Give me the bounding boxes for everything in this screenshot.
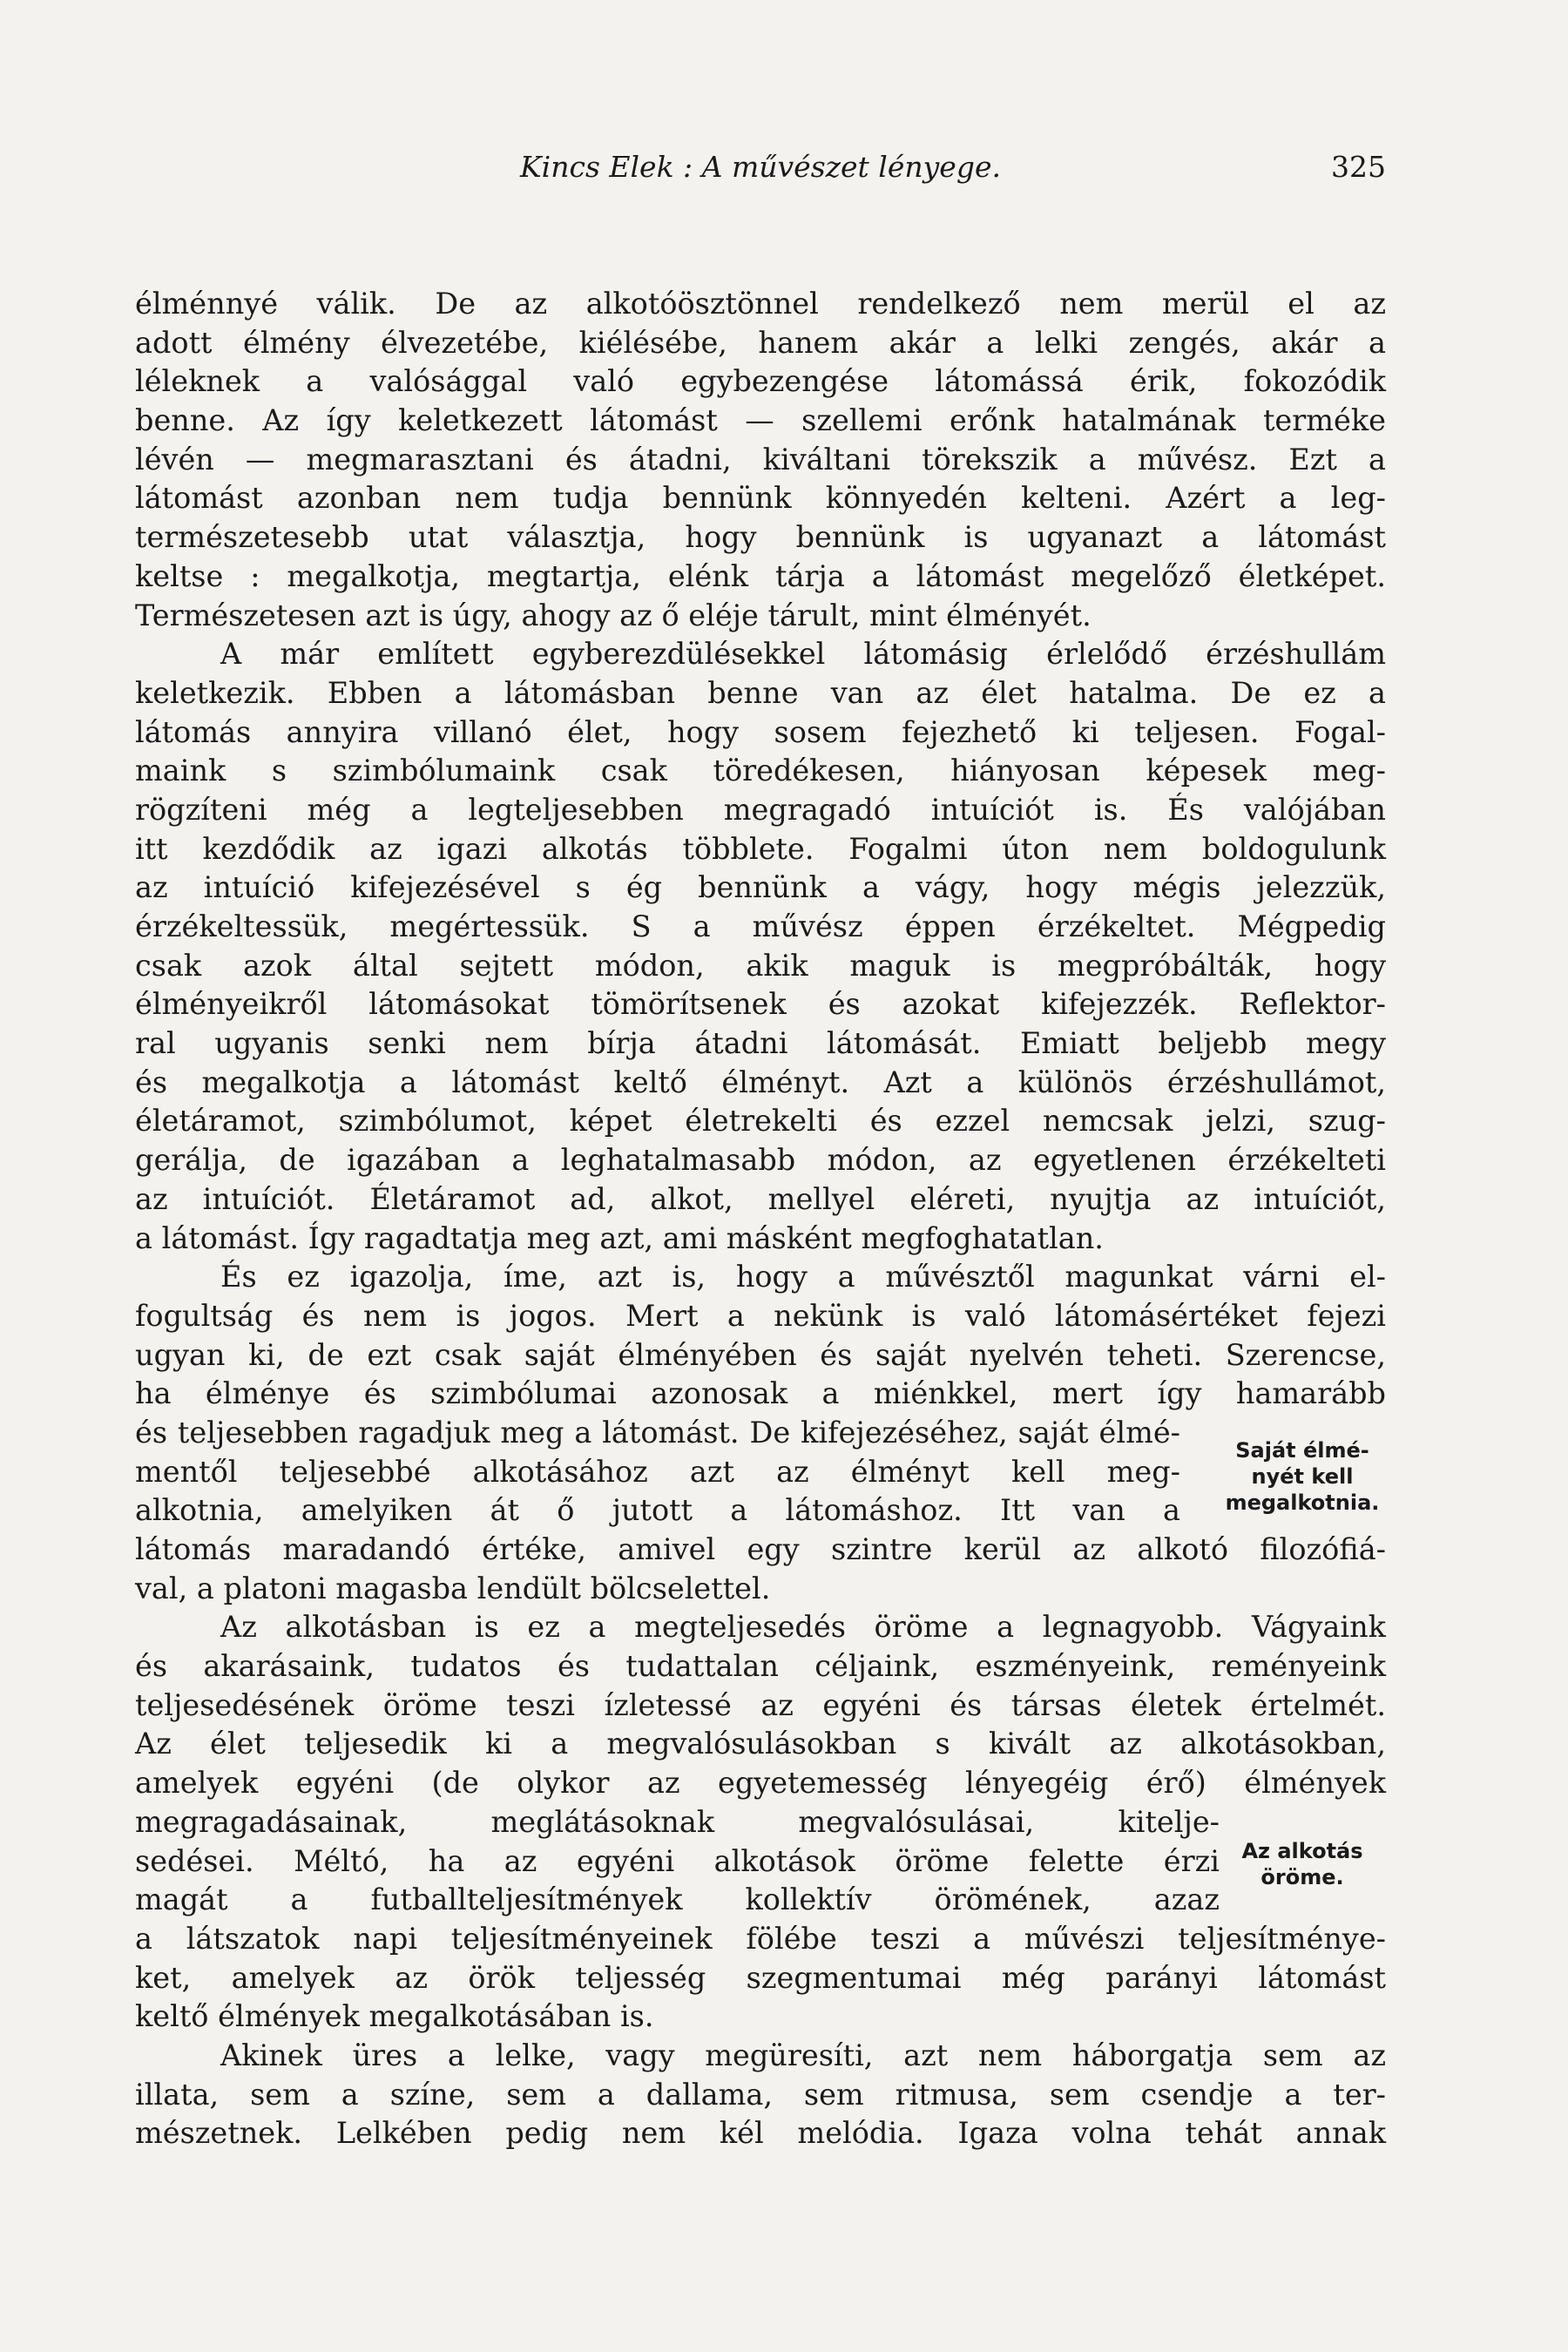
text-line: látomás maradandó értéke, amivel egy szintre kerül az alkotó filozófiá- xyxy=(135,1532,1386,1566)
text-line: maink s szimbólumaink csak töredékesen, hiányosan képesek meg- xyxy=(135,754,1386,788)
text-line: ha élménye és szimbólumai azonosak a miénkkel, mert így hamarább xyxy=(135,1376,1386,1411)
margin-note-line: öröme. xyxy=(1260,1865,1344,1889)
text-line: amelyek egyéni (de olykor az egyetemesség lényegéig érő) élmények xyxy=(135,1766,1386,1801)
text-line: csak azok által sejtett módon, akik maguk is megpróbálták, hogy xyxy=(135,948,1386,983)
running-header xyxy=(135,150,1386,193)
margin-note-line: megalkotnia. xyxy=(1225,1490,1380,1515)
text-line: keltse : megalkotja, megtartja, elénk tárja a látomást megelőző életképet. xyxy=(135,558,1386,593)
text-line: teljesedésének öröme teszi ízletessé az egyéni és társas életek értelmét. xyxy=(135,1687,1386,1722)
text-line: élményeikről látomásokat tömörítsenek és azokat kifejezzék. Reflektor- xyxy=(135,987,1386,1022)
text-line: lévén — megmarasztani és átadni, kiváltani törekszik a művész. Ezt a xyxy=(135,442,1386,476)
page-number: 325 xyxy=(1331,150,1386,184)
text-line: természetesebb utat választja, hogy bennünk is ugyanazt a látomást xyxy=(135,520,1386,555)
text-line: és megalkotja a látomást keltő élményt. Azt a különös érzéshullámot, xyxy=(135,1064,1386,1099)
text-line: A már említett egyberezdülésekkel látomásig érlelődő érzéshullám xyxy=(220,637,1386,672)
text-line: És ez igazolja, íme, azt is, hogy a művésztől magunkat várni el- xyxy=(220,1260,1386,1294)
text-line: mészetnek. Lelkében pedig nem kél melódia. Igaza volna tehát annak xyxy=(135,2116,1386,2151)
margin-note-line: nyét kell xyxy=(1251,1464,1354,1489)
margin-note-own-experience xyxy=(1211,1437,1394,1516)
text-line: és akarásaink, tudatos és tudattalan céljaink, eszményeink, reményeink xyxy=(135,1649,1386,1684)
text-line: illata, sem a színe, sem a dallama, sem ritmusa, sem csendje a ter- xyxy=(135,2077,1386,2112)
text-line: látomást azonban nem tudja bennünk könnyedén kelteni. Azért a leg- xyxy=(135,481,1386,516)
text-line: a látomást. Így ragadtatja meg azt, ami másként megfoghatatlan. xyxy=(135,1220,1104,1255)
text-line: az intuíció kifejezésével s ég bennünk a vágy, hogy mégis jelezzük, xyxy=(135,870,1386,905)
margin-note-line: Az alkotás xyxy=(1241,1839,1363,1863)
text-line: alkotnia, amelyiken át ő jutott a látomáshoz. Itt van a xyxy=(135,1493,1180,1528)
text-line: élménnyé válik. De az alkotóösztönnel rendelkező nem merül el az xyxy=(135,287,1386,321)
text-line: léleknek a valósággal való egybezengése látomássá érik, fokozódik xyxy=(135,364,1386,399)
margin-note-line: Saját élmé- xyxy=(1235,1438,1369,1463)
text-line: a látszatok napi teljesítményeinek fölébe teszi a művészi teljesítménye- xyxy=(135,1921,1386,1956)
text-line: Az alkotásban is ez a megteljesedés öröme a legnagyobb. Vágyaink xyxy=(220,1610,1386,1645)
running-title: Kincs Elek : A művészet lényege. xyxy=(520,150,1001,184)
text-line: Természetesen azt is úgy, ahogy az ő eléje tárult, mint élményét. xyxy=(135,598,1092,632)
text-line: mentől teljesebbé alkotásához azt az élményt kell meg- xyxy=(135,1454,1180,1489)
text-line: Az élet teljesedik ki a megvalósulásokban s kivált az alkotásokban, xyxy=(135,1727,1386,1761)
text-line: fogultság és nem is jogos. Mert a nekünk is való látomásértéket fejezi xyxy=(135,1298,1386,1333)
text-line: látomás annyira villanó élet, hogy sosem fejezhető ki teljesen. Fogal- xyxy=(135,714,1386,749)
text-line: keletkezik. Ebben a látomásban benne van az élet hatalma. De ez a xyxy=(135,675,1386,710)
text-line: Akinek üres a lelke, vagy megüresíti, azt nem háborgatja sem az xyxy=(220,2038,1386,2072)
text-line: életáramot, szimbólumot, képet életrekelti és ezzel nemcsak jelzi, szug- xyxy=(135,1104,1386,1139)
text-line: gerálja, de igazában a leghatalmasabb módon, az egyetlenen érzékelteti xyxy=(135,1143,1386,1178)
text-line: benne. Az így keletkezett látomást — szellemi erőnk hatalmának terméke xyxy=(135,403,1386,438)
text-line: adott élmény élvezetébe, kiélésébe, hanem akár a lelki zengés, akár a xyxy=(135,325,1386,360)
text-line: itt kezdődik az igazi alkotás többlete. Fogalmi úton nem boldogulunk xyxy=(135,831,1386,866)
text-line: és teljesebben ragadjuk meg a látomást. De kifejezéséhez, saját élmé- xyxy=(135,1415,1180,1450)
text-line: rögzíteni még a legteljesebben megragadó intuíciót is. És valójában xyxy=(135,792,1386,827)
text-line: sedései. Méltó, ha az egyéni alkotások öröme felette érzi xyxy=(135,1843,1220,1878)
text-line: val, a platoni magasba lendült bölcselettel. xyxy=(135,1571,771,1605)
text-line: érzékeltessük, megértessük. S a művész éppen érzékeltet. Mégpedig xyxy=(135,909,1386,943)
text-line: ket, amelyek az örök teljesség szegmentumai még parányi látomást xyxy=(135,1960,1386,1995)
text-line: ral ugyanis senki nem bírja átadni látomását. Emiatt beljebb megy xyxy=(135,1026,1386,1061)
text-line: az intuíciót. Életáramot ad, alkot, mellyel eléreti, nyujtja az intuíciót, xyxy=(135,1181,1386,1216)
text-line: magát a futballteljesítmények kollektív örömének, azaz xyxy=(135,1882,1220,1917)
text-line: megragadásainak, meglátásoknak megvalósulásai, kitelje- xyxy=(135,1804,1220,1839)
body-text xyxy=(135,285,1386,2153)
text-line: keltő élmények megalkotásában is. xyxy=(135,1999,654,2034)
text-line: ugyan ki, de ezt csak saját élményében és saját nyelvén teheti. Szerencse, xyxy=(135,1337,1386,1372)
margin-note-joy-of-creation xyxy=(1211,1838,1394,1890)
